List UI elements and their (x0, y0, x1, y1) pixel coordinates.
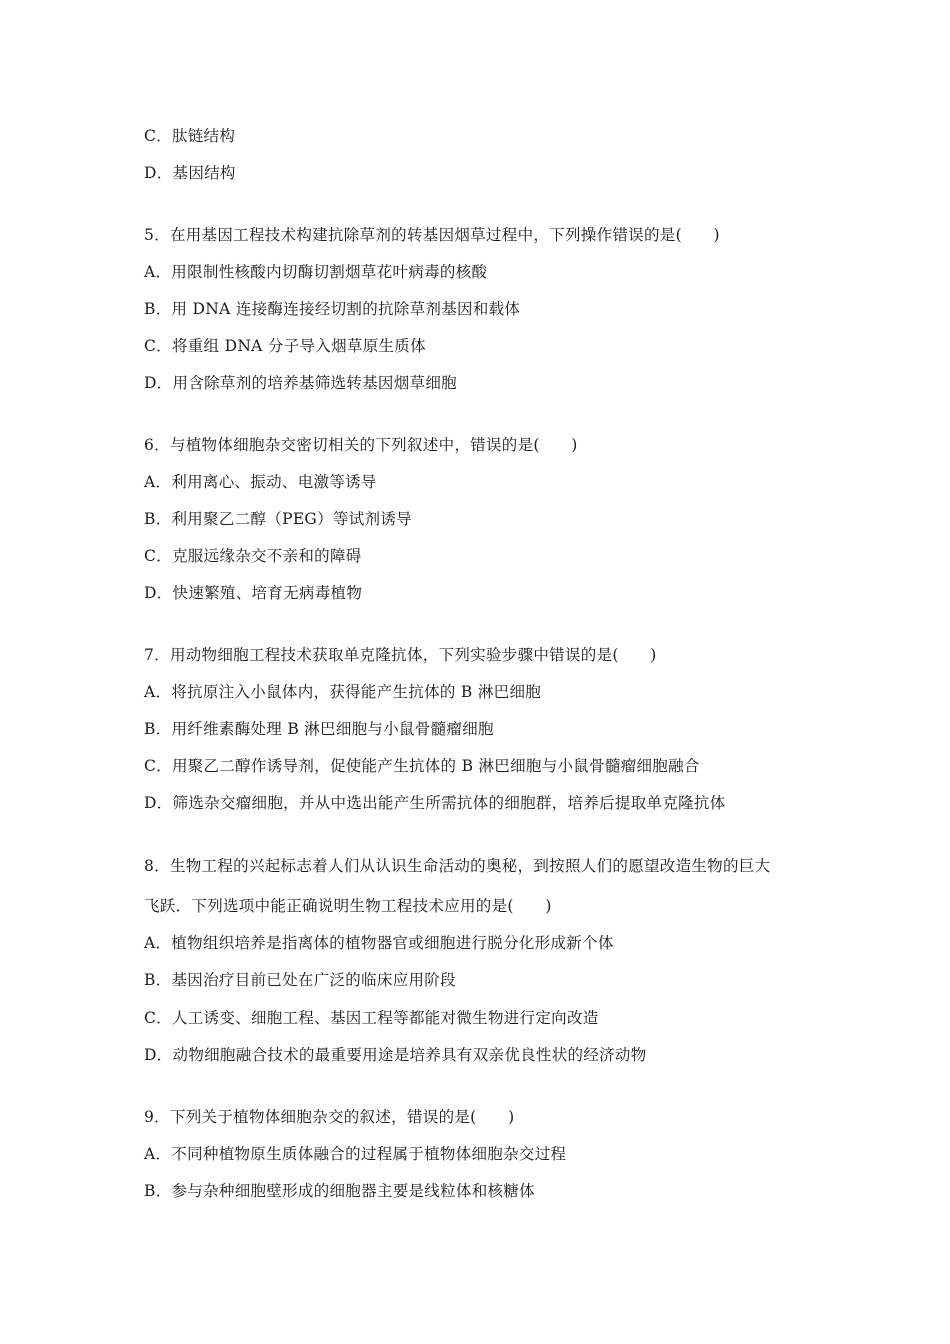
option-b: B．利用聚乙二醇（PEG）等试剂诱导 (144, 510, 412, 528)
option-a: A．不同种植物原生质体融合的过程属于植物体细胞杂交过程 (144, 1145, 567, 1163)
option-c: C．用聚乙二醇作诱导剂，促使能产生抗体的 B 淋巴细胞与小鼠骨髓瘤细胞融合 (144, 757, 700, 775)
option-c: C．克服远缘杂交不亲和的障碍 (144, 547, 362, 565)
option-b: B．用 DNA 连接酶连接经切割的抗除草剂基因和载体 (144, 300, 521, 318)
option-a: A．利用离心、振动、电激等诱导 (144, 473, 377, 491)
option-d: D．筛选杂交瘤细胞，并从中选出能产生所需抗体的细胞群，培养后提取单克隆抗体 (144, 794, 726, 812)
option-b: B．用纤维素酶处理 B 淋巴细胞与小鼠骨髓瘤细胞 (144, 720, 494, 738)
option-c: C．人工诱变、细胞工程、基因工程等都能对微生物进行定向改造 (144, 1009, 599, 1027)
question-stem: 6．与植物体细胞杂交密切相关的下列叙述中，错误的是( ) (144, 436, 578, 454)
question-stem-line-1: 8．生物工程的兴起标志着人们从认识生命活动的奥秘，到按照人们的愿望改造生物的巨大 (144, 857, 771, 875)
option-d: D．快速繁殖、培育无病毒植物 (144, 584, 363, 602)
option-c: C．肽链结构 (144, 127, 236, 145)
question-stem: 5．在用基因工程技术构建抗除草剂的转基因烟草过程中，下列操作错误的是( ) (144, 226, 720, 244)
option-b: B．基因治疗目前已处在广泛的临床应用阶段 (144, 971, 456, 989)
question-stem: 7．用动物细胞工程技术获取单克隆抗体，下列实验步骤中错误的是( ) (144, 646, 657, 664)
question-stem: 9．下列关于植物体细胞杂交的叙述，错误的是( ) (144, 1108, 515, 1126)
option-a: A．将抗原注入小鼠体内，获得能产生抗体的 B 淋巴细胞 (144, 683, 542, 701)
question-stem-line-2: 飞跃．下列选项中能正确说明生物工程技术应用的是( ) (144, 897, 552, 915)
option-a: A．用限制性核酸内切酶切割烟草花叶病毒的核酸 (144, 263, 488, 281)
option-d: D．动物细胞融合技术的最重要用途是培养具有双亲优良性状的经济动物 (144, 1046, 647, 1064)
option-d: D．用含除草剂的培养基筛选转基因烟草细胞 (144, 374, 457, 392)
option-a: A．植物组织培养是指离体的植物器官或细胞进行脱分化形成新个体 (144, 934, 614, 952)
option-c: C．将重组 DNA 分子导入烟草原生质体 (144, 337, 426, 355)
option-b: B．参与杂种细胞壁形成的细胞器主要是线粒体和核糖体 (144, 1182, 535, 1200)
option-d: D．基因结构 (144, 164, 236, 182)
